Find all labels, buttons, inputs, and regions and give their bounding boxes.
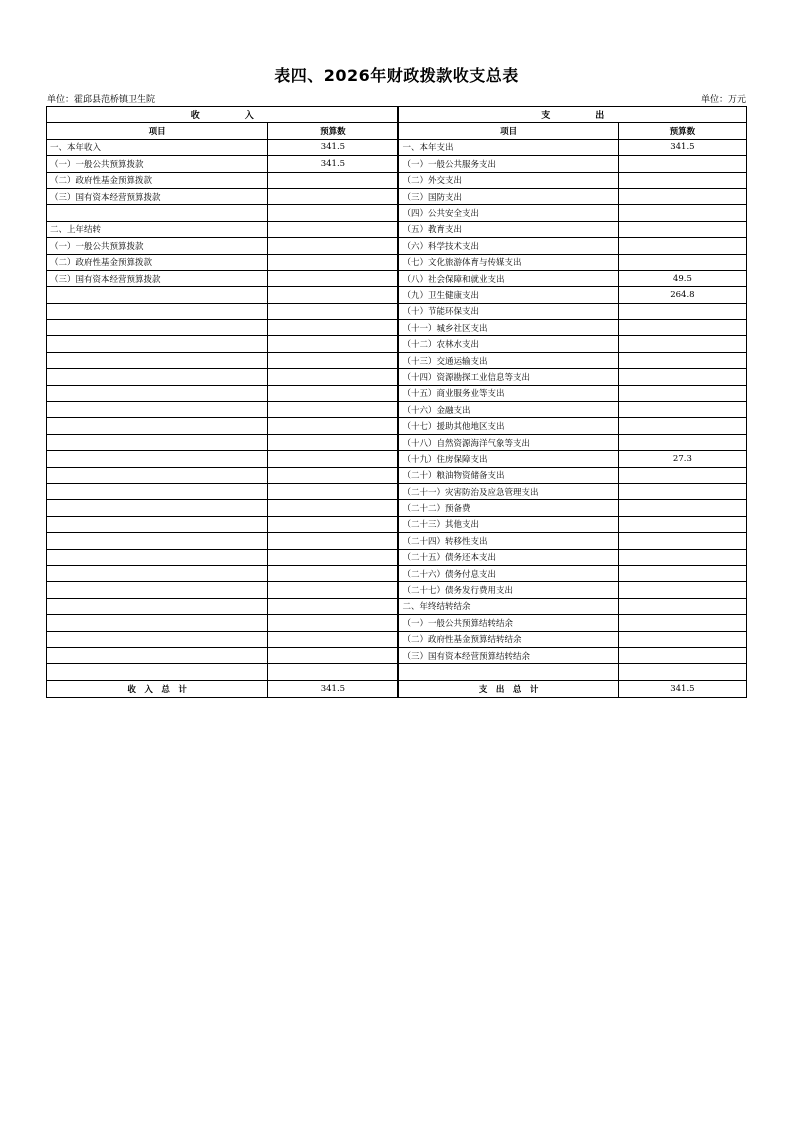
expense-item-cell: （十五）商业服务业等支出 — [399, 385, 618, 401]
expense-amount-cell — [618, 221, 746, 237]
expense-amount-cell — [618, 336, 746, 352]
expense-item-cell: （六）科学技术支出 — [399, 238, 618, 254]
totals-row — [47, 680, 747, 697]
expense-item-cell — [399, 664, 618, 680]
income-item-cell: 二、上年结转 — [47, 221, 268, 237]
expense-amount-cell — [618, 320, 746, 336]
table-row — [47, 516, 747, 532]
table-row — [47, 352, 747, 368]
table-row — [47, 221, 747, 237]
income-amount-cell — [268, 254, 398, 270]
income-amount-column-header: 预算数 — [268, 123, 398, 139]
table-row — [47, 287, 747, 303]
expense-item-cell: （一）一般公共服务支出 — [399, 156, 618, 172]
expense-amount-cell — [618, 483, 746, 499]
income-item-cell — [47, 664, 268, 680]
income-amount-cell — [268, 238, 398, 254]
expense-amount-cell — [618, 549, 746, 565]
expense-item-cell: （十三）交通运输支出 — [399, 352, 618, 368]
expense-item-cell: （九）卫生健康支出 — [399, 287, 618, 303]
table-row — [47, 434, 747, 450]
income-item-cell — [47, 287, 268, 303]
expense-amount-cell — [618, 238, 746, 254]
income-amount-cell — [268, 516, 398, 532]
income-amount-cell: 341.5 — [268, 139, 398, 155]
income-item-cell — [47, 451, 268, 467]
income-item-cell — [47, 516, 268, 532]
expense-amount-cell — [618, 467, 746, 483]
expense-item-cell: （七）文化旅游体育与传媒支出 — [399, 254, 618, 270]
expense-item-cell: （二十二）预备费 — [399, 500, 618, 516]
income-amount-cell — [268, 483, 398, 499]
expense-total-label: 支 出 总 计 — [399, 680, 618, 697]
table-row — [47, 500, 747, 516]
income-item-cell — [47, 418, 268, 434]
expense-item-cell: （二）政府性基金预算结转结余 — [399, 631, 618, 647]
table-row — [47, 582, 747, 598]
income-amount-cell — [268, 565, 398, 581]
expense-item-cell: （二）外交支出 — [399, 172, 618, 188]
table-row — [47, 139, 747, 155]
income-item-cell — [47, 647, 268, 663]
expense-item-cell: （二十四）转移性支出 — [399, 533, 618, 549]
income-amount-cell — [268, 598, 398, 614]
table-row — [47, 205, 747, 221]
income-item-cell: （二）政府性基金预算拨款 — [47, 254, 268, 270]
expense-amount-cell — [618, 582, 746, 598]
income-amount-cell — [268, 270, 398, 286]
income-amount-cell — [268, 369, 398, 385]
expense-amount-cell — [618, 205, 746, 221]
expense-total-amount: 341.5 — [618, 680, 746, 697]
income-amount-cell — [268, 320, 398, 336]
income-item-cell — [47, 483, 268, 499]
expense-amount-cell: 27.3 — [618, 451, 746, 467]
income-item-cell — [47, 352, 268, 368]
income-item-cell: （一）一般公共预算拨款 — [47, 238, 268, 254]
expense-amount-cell: 264.8 — [618, 287, 746, 303]
income-item-cell — [47, 303, 268, 319]
expense-amount-cell — [618, 615, 746, 631]
income-item-cell: （三）国有资本经营预算拨款 — [47, 188, 268, 204]
income-item-cell — [47, 615, 268, 631]
income-amount-cell — [268, 336, 398, 352]
income-amount-cell — [268, 188, 398, 204]
expense-item-cell: （一）一般公共预算结转结余 — [399, 615, 618, 631]
income-amount-cell — [268, 533, 398, 549]
table-row — [47, 254, 747, 270]
income-amount-cell — [268, 615, 398, 631]
table-row — [47, 385, 747, 401]
income-item-cell — [47, 369, 268, 385]
income-item-cell — [47, 434, 268, 450]
income-group-header: 收 入 — [47, 107, 398, 123]
expense-item-cell: （十八）自然资源海洋气象等支出 — [399, 434, 618, 450]
income-amount-cell — [268, 205, 398, 221]
expense-item-cell: （二十五）债务还本支出 — [399, 549, 618, 565]
income-amount-cell: 341.5 — [268, 156, 398, 172]
table-row — [47, 451, 747, 467]
table-row — [47, 336, 747, 352]
table-row — [47, 533, 747, 549]
table-row — [47, 270, 747, 286]
expense-amount-cell: 49.5 — [618, 270, 746, 286]
expense-item-cell: （十六）金融支出 — [399, 402, 618, 418]
table-row — [47, 238, 747, 254]
table-row — [47, 418, 747, 434]
income-item-cell — [47, 598, 268, 614]
table-row — [47, 172, 747, 188]
expense-item-cell: （十九）住房保障支出 — [399, 451, 618, 467]
income-amount-cell — [268, 451, 398, 467]
expense-item-cell: （二十三）其他支出 — [399, 516, 618, 532]
expense-amount-cell — [618, 188, 746, 204]
expense-amount-cell — [618, 385, 746, 401]
expense-item-cell: （二十六）债务付息支出 — [399, 565, 618, 581]
table-row — [47, 483, 747, 499]
expense-amount-cell — [618, 598, 746, 614]
expense-item-cell: （十）节能环保支出 — [399, 303, 618, 319]
income-item-cell — [47, 320, 268, 336]
table-row — [47, 303, 747, 319]
expense-item-cell: （二十七）债务发行费用支出 — [399, 582, 618, 598]
income-item-column-header: 项目 — [47, 123, 268, 139]
income-item-cell — [47, 565, 268, 581]
income-item-cell — [47, 549, 268, 565]
organization-unit-label: 单位：霍邱县范桥镇卫生院 — [47, 95, 156, 105]
table-row — [47, 664, 747, 680]
income-amount-cell — [268, 221, 398, 237]
expense-item-cell: （二十）粮油物资储备支出 — [399, 467, 618, 483]
expense-amount-cell — [618, 254, 746, 270]
income-item-cell — [47, 402, 268, 418]
expense-amount-cell — [618, 500, 746, 516]
income-total-label: 收 入 总 计 — [47, 680, 268, 697]
table-body — [47, 139, 747, 680]
table-row — [47, 369, 747, 385]
income-item-cell — [47, 385, 268, 401]
expense-item-cell: （三）国有资本经营预算结转结余 — [399, 647, 618, 663]
expense-amount-cell — [618, 402, 746, 418]
table-row — [47, 615, 747, 631]
expense-item-cell: （十四）资源勘探工业信息等支出 — [399, 369, 618, 385]
income-item-cell: （三）国有资本经营预算拨款 — [47, 270, 268, 286]
income-item-cell — [47, 336, 268, 352]
page-title: 表四、2026年财政拨款收支总表 — [274, 66, 519, 85]
expense-item-cell: 二、年终结转结余 — [399, 598, 618, 614]
table-row — [47, 598, 747, 614]
income-item-cell — [47, 205, 268, 221]
expense-item-cell: （三）国防支出 — [399, 188, 618, 204]
expense-amount-column-header: 预算数 — [618, 123, 746, 139]
income-amount-cell — [268, 549, 398, 565]
income-amount-cell — [268, 402, 398, 418]
expense-amount-cell — [618, 664, 746, 680]
income-amount-cell — [268, 467, 398, 483]
expense-amount-cell — [618, 369, 746, 385]
income-item-cell: （二）政府性基金预算拨款 — [47, 172, 268, 188]
income-amount-cell — [268, 303, 398, 319]
income-amount-cell — [268, 172, 398, 188]
expense-item-cell: （八）社会保障和就业支出 — [399, 270, 618, 286]
expense-amount-cell — [618, 156, 746, 172]
expense-amount-cell — [618, 647, 746, 663]
expense-item-cell: （十二）农林水支出 — [399, 336, 618, 352]
income-amount-cell — [268, 434, 398, 450]
expense-item-cell: 一、本年支出 — [399, 139, 618, 155]
expense-item-cell: （四）公共安全支出 — [399, 205, 618, 221]
income-item-cell — [47, 582, 268, 598]
expense-amount-cell — [618, 516, 746, 532]
table-row — [47, 631, 747, 647]
income-item-cell — [47, 533, 268, 549]
table-row — [47, 156, 747, 172]
table-row — [47, 647, 747, 663]
income-amount-cell — [268, 582, 398, 598]
income-amount-cell — [268, 352, 398, 368]
income-amount-cell — [268, 385, 398, 401]
table-row — [47, 565, 747, 581]
expense-item-column-header: 项目 — [399, 123, 618, 139]
expense-group-header: 支 出 — [399, 107, 747, 123]
income-total-amount: 341.5 — [268, 680, 398, 697]
income-item-cell: （一）一般公共预算拨款 — [47, 156, 268, 172]
expense-item-cell: （十七）援助其他地区支出 — [399, 418, 618, 434]
expense-amount-cell — [618, 172, 746, 188]
table-row — [47, 549, 747, 565]
expense-item-cell: （十一）城乡社区支出 — [399, 320, 618, 336]
table-row — [47, 320, 747, 336]
expense-amount-cell — [618, 303, 746, 319]
expense-amount-cell — [618, 631, 746, 647]
income-item-cell — [47, 631, 268, 647]
table-row — [47, 402, 747, 418]
income-item-cell: 一、本年收入 — [47, 139, 268, 155]
expense-amount-cell — [618, 352, 746, 368]
income-item-cell — [47, 467, 268, 483]
expense-amount-cell: 341.5 — [618, 139, 746, 155]
expense-amount-cell — [618, 418, 746, 434]
income-amount-cell — [268, 631, 398, 647]
income-amount-cell — [268, 664, 398, 680]
budget-summary-table — [46, 106, 747, 698]
table-row — [47, 188, 747, 204]
currency-unit-label: 单位：万元 — [700, 95, 746, 105]
expense-item-cell: （二十一）灾害防治及应急管理支出 — [399, 483, 618, 499]
expense-amount-cell — [618, 434, 746, 450]
income-item-cell — [47, 500, 268, 516]
expense-amount-cell — [618, 533, 746, 549]
expense-item-cell: （五）教育支出 — [399, 221, 618, 237]
income-amount-cell — [268, 287, 398, 303]
expense-amount-cell — [618, 565, 746, 581]
income-amount-cell — [268, 418, 398, 434]
table-row — [47, 467, 747, 483]
income-amount-cell — [268, 647, 398, 663]
income-amount-cell — [268, 500, 398, 516]
